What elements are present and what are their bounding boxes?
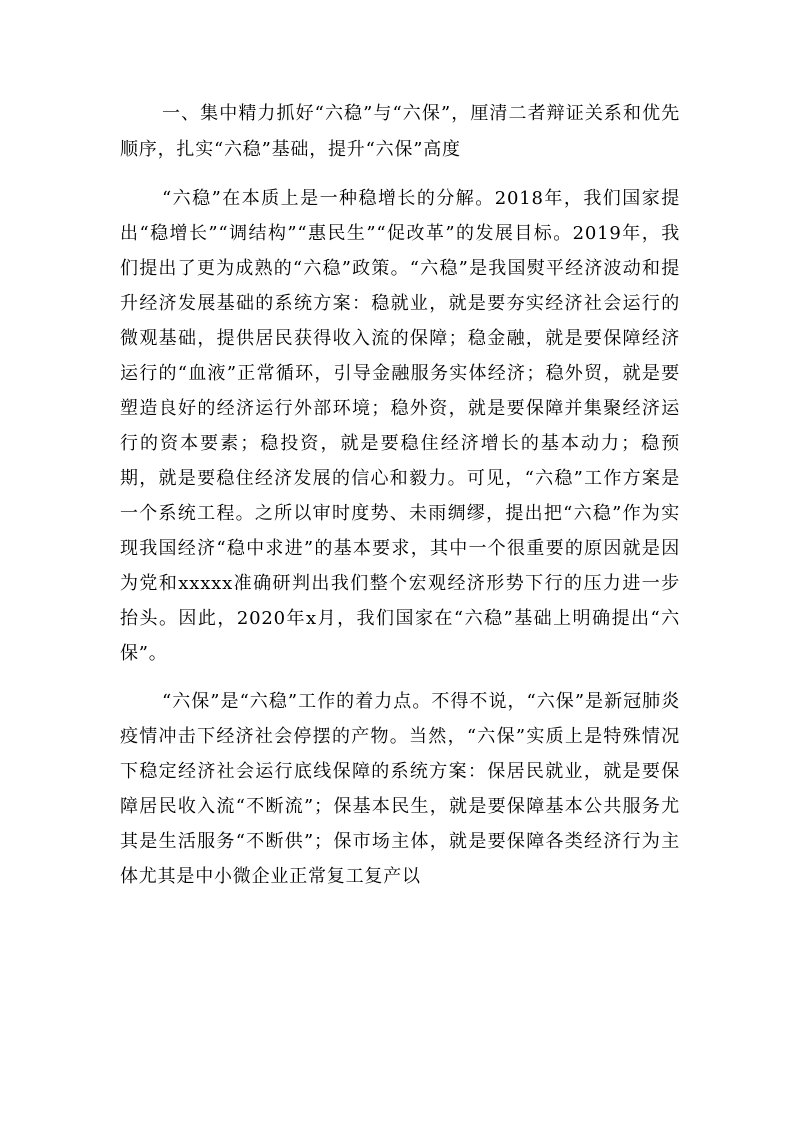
section-heading: 一、集中精力抓好“六稳”与“六保”，厘清二者辩证关系和优先顺序，扎实“六稳”基础，提升“六保”高度	[120, 103, 680, 160]
body-paragraph-liuwen: “六稳”在本质上是一种稳增长的分解。2018年，我们国家提出“稳增长”“调结构”“惠民生”“促改革”的发展目标。2019年，我们提出了更为成熟的“六稳”政策。“六稳”是我国熨平经济波动和提升经济发展基础的系统方案：稳就业，就是要夯实经济社会运行的微观基础，提供居民获得收入流的保障；稳金融，就是要保障经济运行的“血液”正常循环，引导金融服务实体经济；稳外贸，就是要塑造良好的经济运行外部环境；稳外资，就是要保障并集聚经济运行的资本要素；稳投资，就是要稳住经济增长的基本动力；稳预期，就是要稳住经济发展的信心和毅力。可见，“六稳”工作方案是一个系统工程。之所以审时度势、未雨绸缪，提出把“六稳”作为实现我国经济“稳中求进”的基本要求，其中一个很重要的原因就是因为党和xxxxx准确研判出我们整个宏观经济形势下行的压力进一步抬头。因此，2020年x月，我们国家在“六稳”基础上明确提出“六保”。	[120, 188, 680, 664]
body-paragraph-liubao: “六保”是“六稳”工作的着力点。不得不说，“六保”是新冠肺炎疫情冲击下经济社会停摆的产物。当然，“六保”实质上是特殊情况下稳定经济社会运行底线保障的系统方案：保居民就业，就是要保障居民收入流“不断流”；保基本民生，就是要保障基本公共服务尤其是生活服务“不断供”；保市场主体，就是要保障各类经济行为主体尤其是中小微企业正常复工复产以	[120, 691, 680, 887]
document-page	[120, 96, 680, 907]
